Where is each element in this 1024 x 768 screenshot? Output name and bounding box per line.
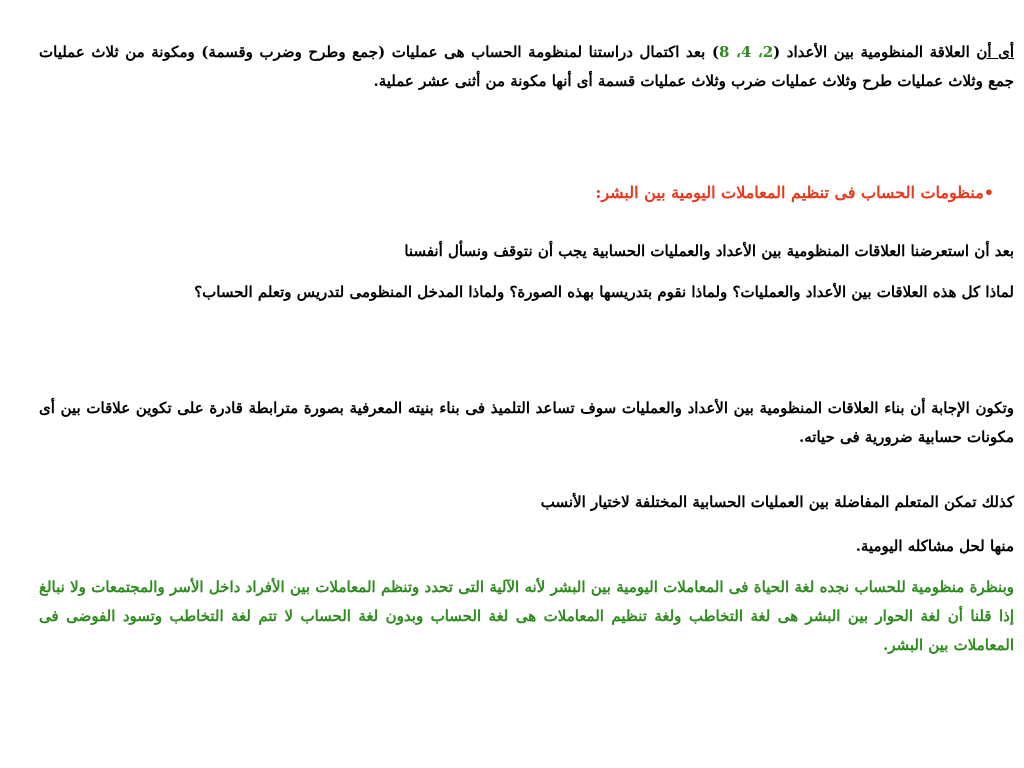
paragraph-comparison: كذلك تمكن المتعلم المفاضلة بين العمليات الحسابية المختلفة لاختيار الأنسب [540, 493, 1014, 511]
underlined-phrase: أى أن [976, 43, 1014, 61]
paragraph-answer: وتكون الإجابة أن بناء العلاقات المنظومية بين الأعداد والعمليات سوف تساعد التلميذ فى بناء بنيته المعرفية بصورة مترابطة قادرة على تكوين علاقات بين أى مكونات حسابية ضرورية فى حياته. [39, 399, 1014, 446]
paragraph-relations [39, 38, 1014, 96]
paragraph-daily-problems: منها لحل مشاكله اليومية. [855, 537, 1014, 555]
section-heading: •منظومات الحساب فى تنظيم المعاملات اليومية بين البشر: [595, 183, 994, 202]
green-numbers: 2، 4، 8 [718, 43, 774, 61]
paragraph-questions: لماذا كل هذه العلاقات بين الأعداد والعمليات؟ ولماذا نقوم بتدريسها بهذه الصورة؟ ولماذا المدخل المنظومى لتدريس وتعلم الحساب؟ [194, 283, 1014, 301]
paragraph-review: بعد أن استعرضنا العلاقات المنظومية بين الأعداد والعمليات الحسابية يجب أن نتوقف ونسأل أنفسنا [404, 242, 1014, 260]
paragraph-text-a: العلاقة المنظومية بين الأعداد ( [773, 43, 977, 61]
paragraph-language-of-life: وبنظرة منظومية للحساب نجده لغة الحياة فى المعاملات اليومية بين البشر لأنه الآلية التى تحدد وتنظم المعاملات بين الأفراد داخل الأسر والمجتمعات ولا نبالغ إذا قلنا أن لغة الحوار بين البشر هى لغة التخاطب ولغة تنظيم المعاملات هى لغة الحساب وبدون لغة الحساب لا تتم لغة التخاطب وتسود الفوضى فى المعاملات بين البشر. [39, 578, 1014, 654]
paragraph-text-b: ) بعد اكتمال دراستنا لمنظومة الحساب هى عمليات (جمع وطرح وضرب وقسمة) ومكونة من ثلاث عمليات جمع وثلاث عمليات طرح وثلاث عمليات ضرب وثلاث عمليات قسمة أى أنها مكونة من أثنى عشر عملية. [39, 43, 1014, 90]
